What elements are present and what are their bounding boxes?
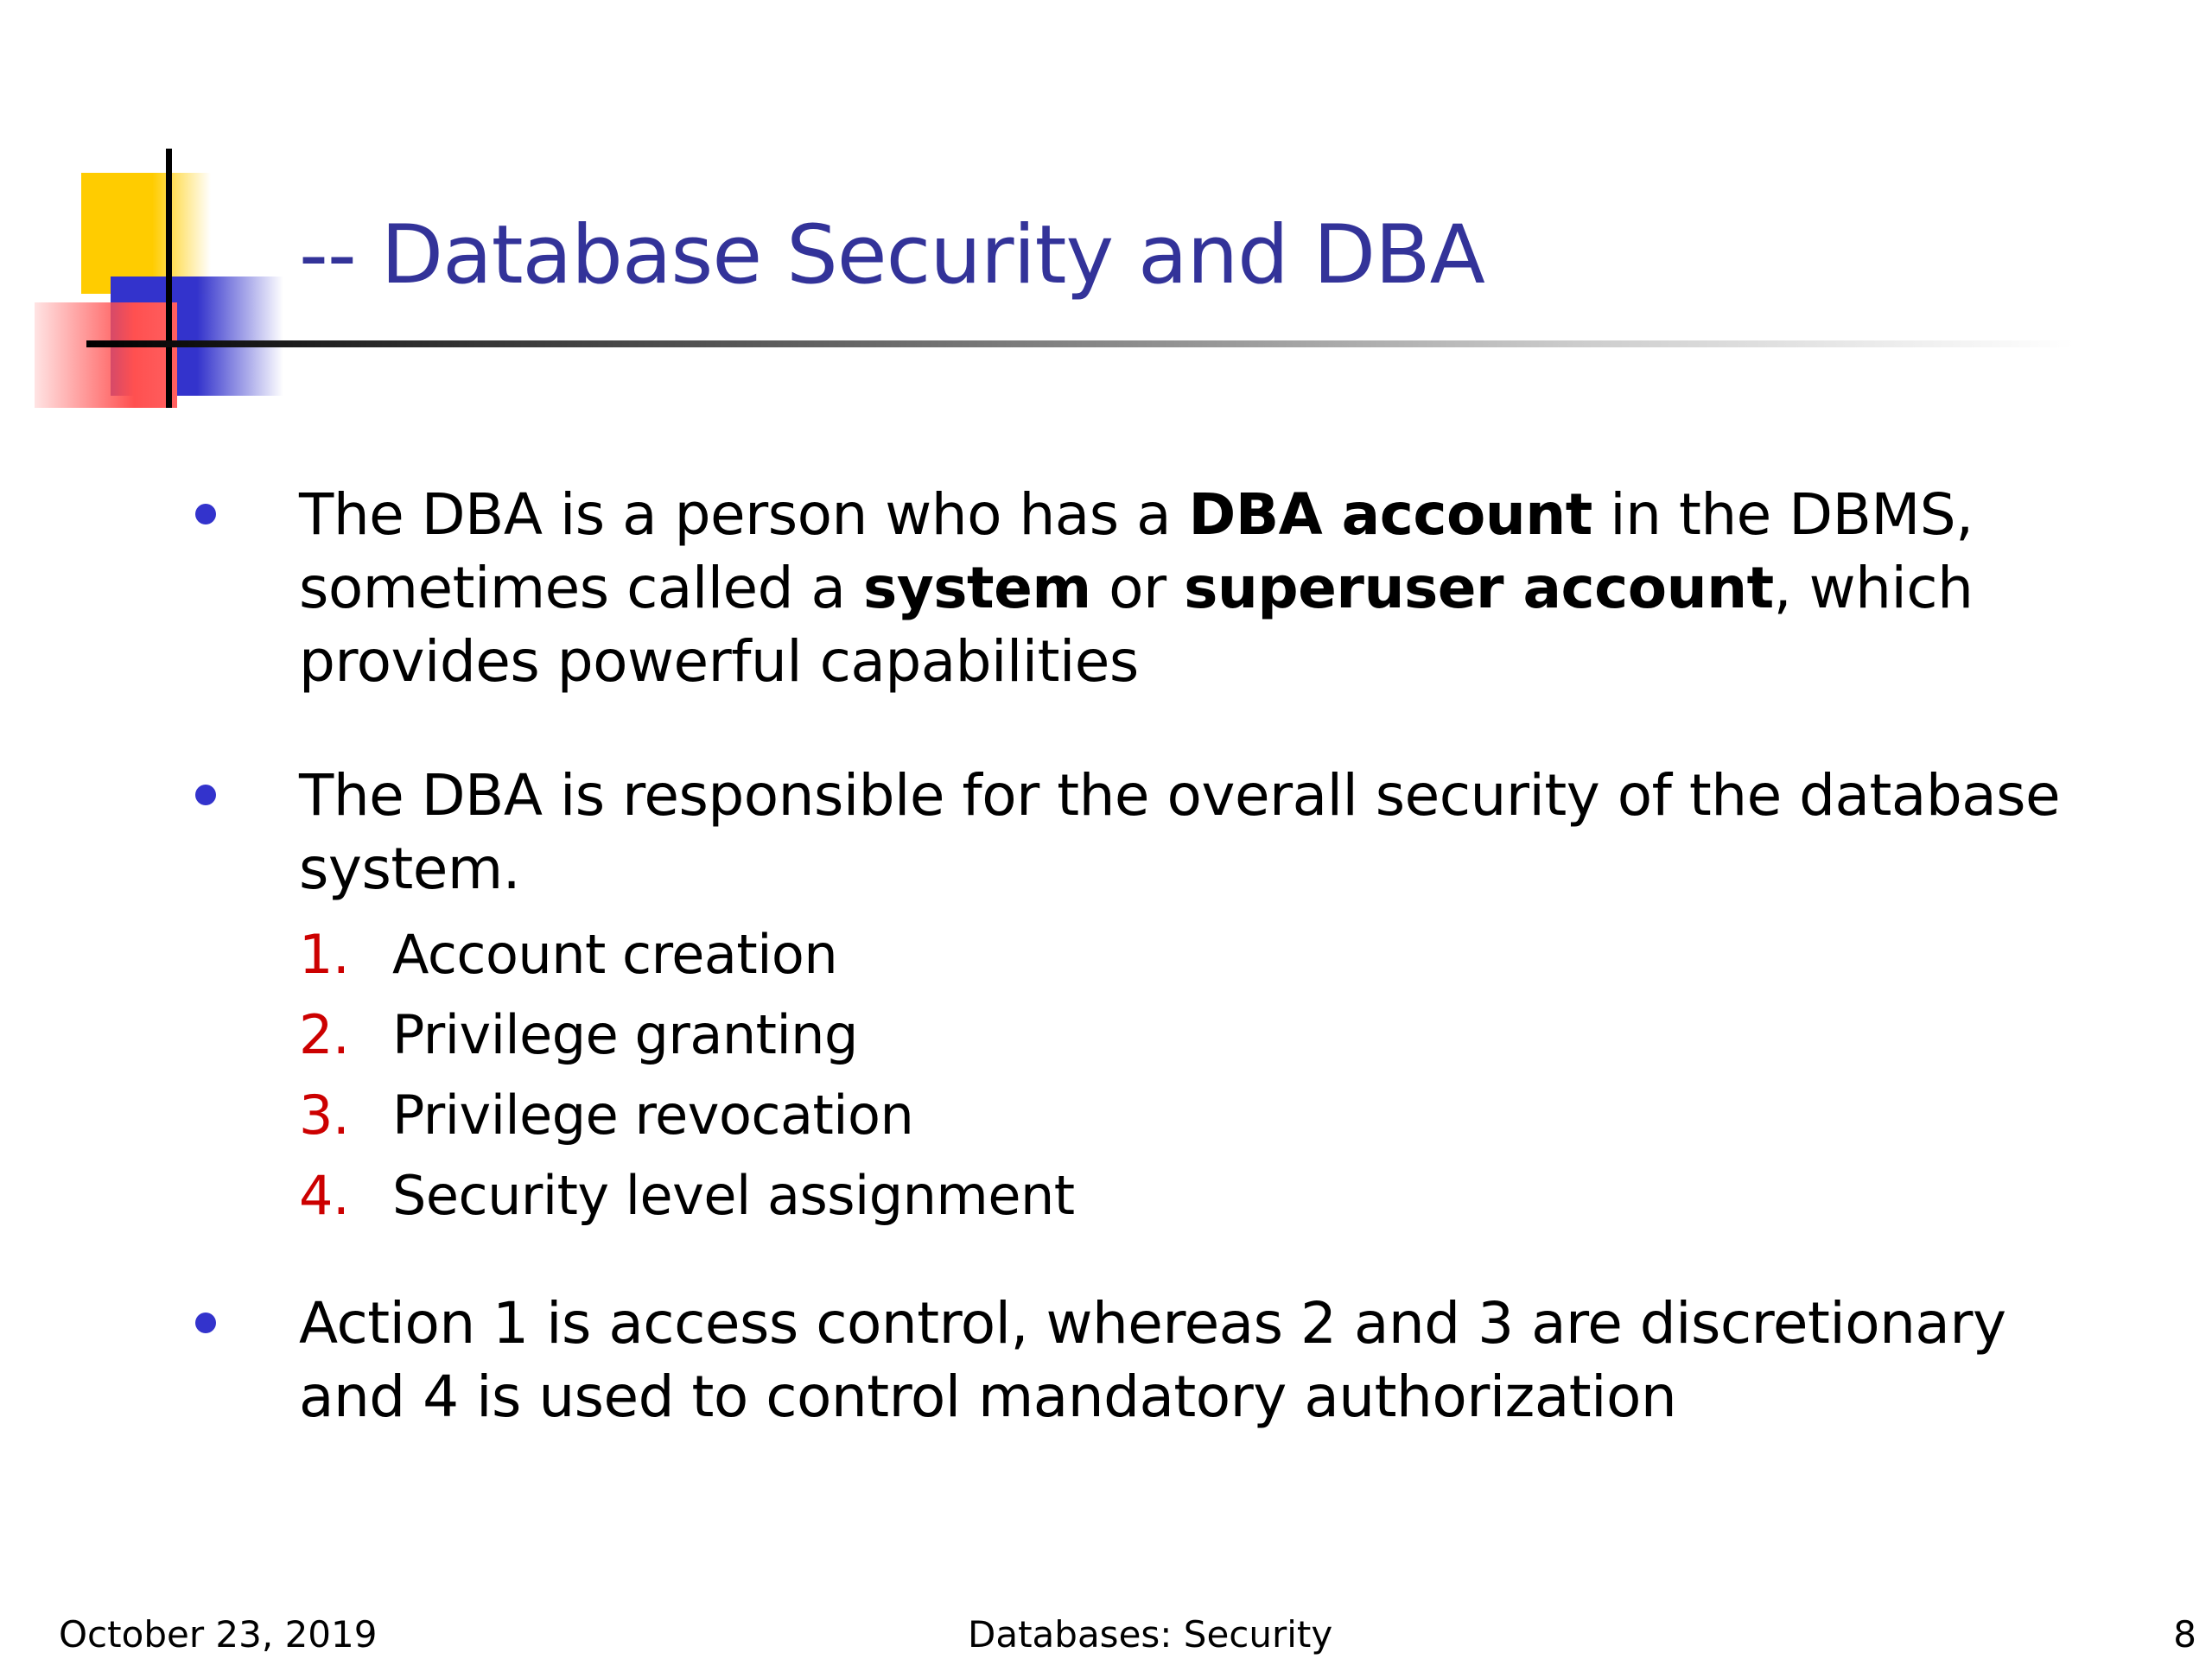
bullet-bold-segment: DBA account <box>1188 481 1592 548</box>
bullet-text-segment: or <box>1090 555 1185 621</box>
bullet-text <box>299 481 1974 695</box>
bullet-item-action-summary <box>299 1287 2096 1433</box>
item-number: 4. <box>299 1164 350 1227</box>
slide-title: -- Database Security and DBA <box>299 208 1484 302</box>
numbered-item <box>299 1155 1854 1236</box>
numbered-item <box>299 995 1854 1075</box>
numbered-action-list <box>299 914 1854 1236</box>
bullet-bold-segment: superuser account <box>1184 555 1774 621</box>
footer-topic: Databases: Security <box>968 1613 1333 1656</box>
bullet-text: The DBA is responsible for the overall security of the database system. <box>299 762 2061 902</box>
item-text: Account creation <box>392 923 838 986</box>
bullet-dot-icon <box>195 785 216 805</box>
bullet-text-segment: , which provides powerful capabilities <box>299 555 1974 695</box>
item-text: Security level assignment <box>392 1164 1075 1227</box>
decorative-vertical-line <box>166 149 172 408</box>
item-text: Privilege revocation <box>392 1084 914 1147</box>
bullet-text-segment: in the DBMS, sometimes called a <box>299 481 1974 621</box>
footer-page-number: 8 <box>2173 1613 2196 1656</box>
numbered-item <box>299 1075 1854 1155</box>
item-number: 2. <box>299 1003 350 1066</box>
footer-date: October 23, 2019 <box>59 1613 378 1656</box>
bullet-text-segment: The DBA is a person who has a <box>299 481 1189 548</box>
bullet-item-dba-responsibility <box>299 759 2096 906</box>
bullet-dot-icon <box>195 1313 216 1333</box>
bullet-text: Action 1 is access control, whereas 2 and 3 are discretionary and 4 is used to control mandatory authorization <box>299 1290 2006 1430</box>
bullet-item-dba-account <box>299 478 2096 698</box>
title-underline-rule <box>86 340 2074 347</box>
item-number: 1. <box>299 923 350 986</box>
bullet-dot-icon <box>195 504 216 524</box>
item-number: 3. <box>299 1084 350 1147</box>
numbered-item <box>299 914 1854 995</box>
bullet-bold-segment: system <box>862 555 1091 621</box>
item-text: Privilege granting <box>392 1003 858 1066</box>
decorative-yellow-square <box>81 173 211 294</box>
decorative-red-square <box>35 302 177 408</box>
